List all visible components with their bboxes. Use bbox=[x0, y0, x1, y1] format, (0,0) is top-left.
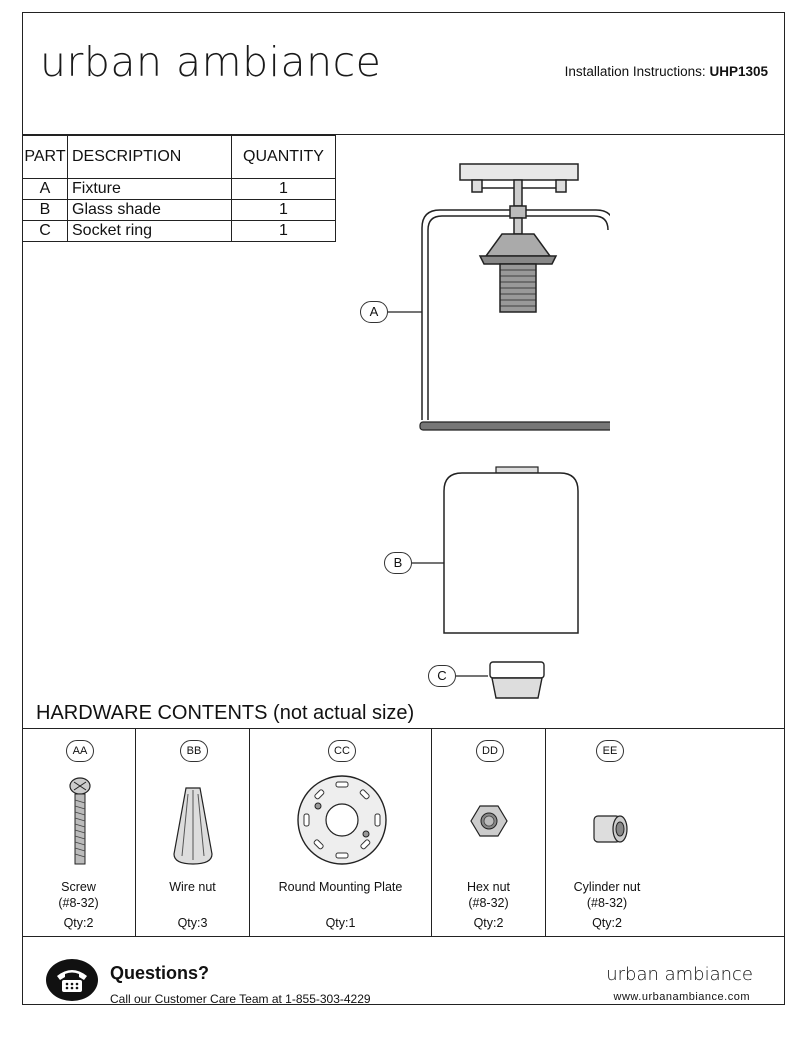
callout-b: B bbox=[384, 552, 412, 574]
hardware-code: DD bbox=[476, 740, 504, 762]
hardware-name-wrap bbox=[546, 879, 668, 911]
col-part: PART bbox=[23, 136, 68, 179]
hardware-item-cc bbox=[250, 728, 432, 936]
hardware-spec: (#8-32) bbox=[58, 896, 99, 910]
footer-url[interactable]: www.urbanambiance.com bbox=[613, 991, 750, 1003]
hardware-name: Cylinder nut bbox=[573, 880, 641, 894]
hardware-qty: Qty:2 bbox=[63, 916, 94, 930]
hardware-name-wrap bbox=[22, 879, 135, 911]
cylinder-nut-icon bbox=[590, 812, 630, 846]
callout-a-leader bbox=[388, 310, 424, 314]
hardware-name: Screw bbox=[61, 880, 96, 894]
questions-heading: Questions? bbox=[110, 963, 210, 983]
hardware-row bbox=[22, 728, 785, 936]
callout-a: A bbox=[360, 301, 388, 323]
hardware-qty: Qty:2 bbox=[592, 916, 622, 930]
table-row bbox=[23, 221, 336, 242]
socket-ring-drawing bbox=[486, 660, 548, 702]
col-quantity: QUANTITY bbox=[232, 136, 336, 179]
parts-header-row bbox=[23, 136, 336, 179]
customer-care-text: Call our Customer Care Team at 1-855-303-4229 bbox=[110, 992, 371, 1006]
hardware-name: Hex nut bbox=[466, 880, 511, 894]
quantity-cell: 1 bbox=[232, 221, 336, 242]
hardware-qty: Qty:3 bbox=[177, 916, 208, 930]
install-title bbox=[565, 64, 768, 79]
screw-icon bbox=[62, 776, 98, 868]
quantity-cell: 1 bbox=[232, 179, 336, 200]
part-cell: A bbox=[23, 179, 68, 200]
telephone-icon bbox=[44, 958, 100, 1002]
hardware-code: BB bbox=[180, 740, 208, 762]
mounting-plate-icon bbox=[294, 772, 390, 868]
table-row bbox=[23, 179, 336, 200]
callout-c-leader bbox=[456, 674, 490, 678]
table-row bbox=[23, 200, 336, 221]
hardware-name-wrap bbox=[432, 879, 545, 911]
hardware-code: CC bbox=[328, 740, 356, 762]
wire-nut-icon bbox=[168, 784, 218, 868]
part-cell: B bbox=[23, 200, 68, 221]
hardware-item-aa bbox=[22, 728, 136, 936]
hardware-item-bb bbox=[136, 728, 250, 936]
glass-shade-drawing bbox=[440, 465, 582, 637]
hardware-spec: (#8-32) bbox=[468, 896, 509, 910]
brand-logo: urban ambiance bbox=[40, 38, 382, 86]
hardware-bottom-divider bbox=[22, 936, 785, 937]
hardware-qty: Qty:1 bbox=[325, 916, 356, 930]
callout-c: C bbox=[428, 665, 456, 687]
parts-table bbox=[22, 135, 336, 242]
hardware-item-ee bbox=[546, 728, 785, 936]
footer-brand: urban ambiance bbox=[606, 964, 753, 985]
hex-nut-icon bbox=[470, 804, 508, 838]
hardware-spec: (#8-32) bbox=[586, 896, 628, 910]
hardware-code: EE bbox=[596, 740, 624, 762]
model-number: UHP1305 bbox=[709, 64, 768, 79]
quantity-cell: 1 bbox=[232, 200, 336, 221]
hardware-code: AA bbox=[66, 740, 94, 762]
hardware-qty: Qty:2 bbox=[473, 916, 504, 930]
hardware-item-dd bbox=[432, 728, 546, 936]
part-cell: C bbox=[23, 221, 68, 242]
hardware-name: Round Mounting Plate bbox=[278, 880, 403, 894]
fixture-drawing bbox=[410, 160, 610, 440]
col-description: DESCRIPTION bbox=[68, 136, 232, 179]
callout-b-leader bbox=[412, 561, 446, 565]
install-label: Installation Instructions: bbox=[564, 64, 706, 79]
hardware-title: HARDWARE CONTENTS (not actual size) bbox=[36, 702, 415, 724]
description-cell: Glass shade bbox=[68, 200, 232, 221]
description-cell: Socket ring bbox=[68, 221, 232, 242]
description-cell: Fixture bbox=[68, 179, 232, 200]
hardware-name: Wire nut bbox=[169, 880, 216, 894]
